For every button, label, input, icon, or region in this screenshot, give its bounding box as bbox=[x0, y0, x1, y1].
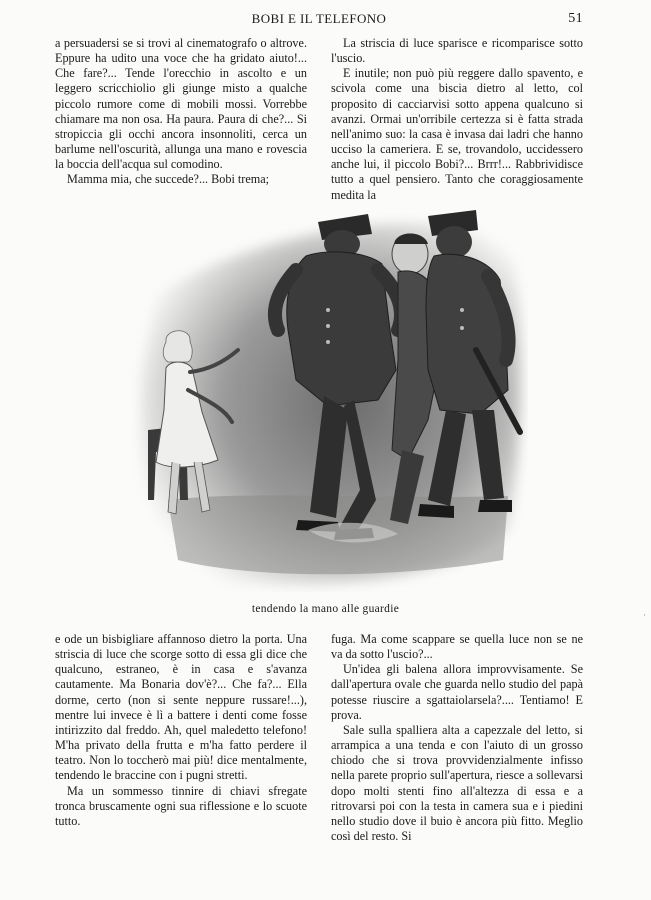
page-number: 51 bbox=[568, 11, 583, 26]
illustration-drawing bbox=[128, 200, 528, 592]
paragraph: Mamma mia, che succede?... Bobi trema; bbox=[67, 172, 270, 187]
paragraph: Un'idea gli balena allora improvvisamente. Se dall'apertura ovale che guarda nello studio del papà potesse riuscire a sgattaiolarsela?.... Tentiamo! E prova. bbox=[331, 662, 583, 722]
column-bottom-left bbox=[55, 632, 307, 828]
paragraph: Ma un sommesso tinnire di chiavi sfregate tronca bruscamente ogni sua riflessione e lo scuote tutto. bbox=[55, 783, 307, 828]
paragraph: fuga. Ma come scappare se quella luce non se ne va da sotto l'uscio?... bbox=[331, 632, 583, 662]
paragraph: La striscia di luce sparisce e ricomparisce sotto l'uscio. bbox=[331, 36, 583, 66]
paragraph: a persuadersi se si trovi al cinematografo o altrove. Eppure ha udito una voce che ha gridato aiuto!... Che fare?... Tende l'orecchio in ascolto e un leggero scricchiolio gli giunge misto a qualche piccolo rumore come di mobili mossi. Vorrebbe chiamare ma non osa. Ha paura. Paura di che?... Si stropiccia gli occhi ancora insonnoliti, cerca un barlume nell'oscurità, allunga una mano e rovescia la boccia dell'acqua sul comodino. bbox=[55, 36, 307, 172]
column-bottom-right bbox=[331, 632, 583, 844]
illustration bbox=[128, 200, 528, 592]
running-title: BOBI E IL TELEFONO bbox=[251, 11, 387, 26]
column-top-right bbox=[331, 36, 583, 202]
paragraph: Sale sulla spalliera alta a capezzale del letto, si arrampica a una tenda e con l'aiuto di un grosso chiodo che si trova provvidenzialmente infisso nella parete proprio sull'apertura, riesce a sollevarsi dopo molti stenti fino all'altezza di essa e a ritrovarsi poi con la testa in camera sua e i piedini nello studio dove il buio è ancora più fitto. Meglio così del resto. Si bbox=[331, 722, 583, 844]
paragraph: E inutile; non può più reggere dallo spavento, e scivola come una biscia dietro al letto, col proposito di cacciarvisi sotto appena qualcuno si avanzi. Ormai un'orribile certezza si è fatta strada nell'animo suo: la casa è invasa dai ladri che hanno ucciso la cameriera. E se, trovandolo, uccidessero anche lui, il piccolo Bobi?... Brrr!... Rabbrividisce tutto a quel pensiero. Tanto che coraggiosamente medita la bbox=[331, 66, 583, 202]
figure-caption: tendendo la mano alle guardie bbox=[251, 603, 400, 615]
margin-mark: · bbox=[643, 610, 646, 620]
paragraph: e ode un bisbigliare affannoso dietro la porta. Una striscia di luce che scorge sotto di essa gli dice che qualcuno, estraneo, è in casa e s'avanza cautamente. Ma Bonaria dov'è?... Che fa?... Ella dorme, certo (non si sente neppure russare!...), mentre lui invece è lì a battere i denti come fosse intirizzito dal freddo. Ah, quel maledetto telefono! M'ha privato della frutta e m'ha fatto perdere il teatro. Non lo toccherò mai più! dice mentalmente, tendendo le braccine con i pugni stretti. bbox=[55, 632, 307, 783]
column-top-left bbox=[55, 36, 307, 186]
running-header bbox=[55, 11, 583, 29]
